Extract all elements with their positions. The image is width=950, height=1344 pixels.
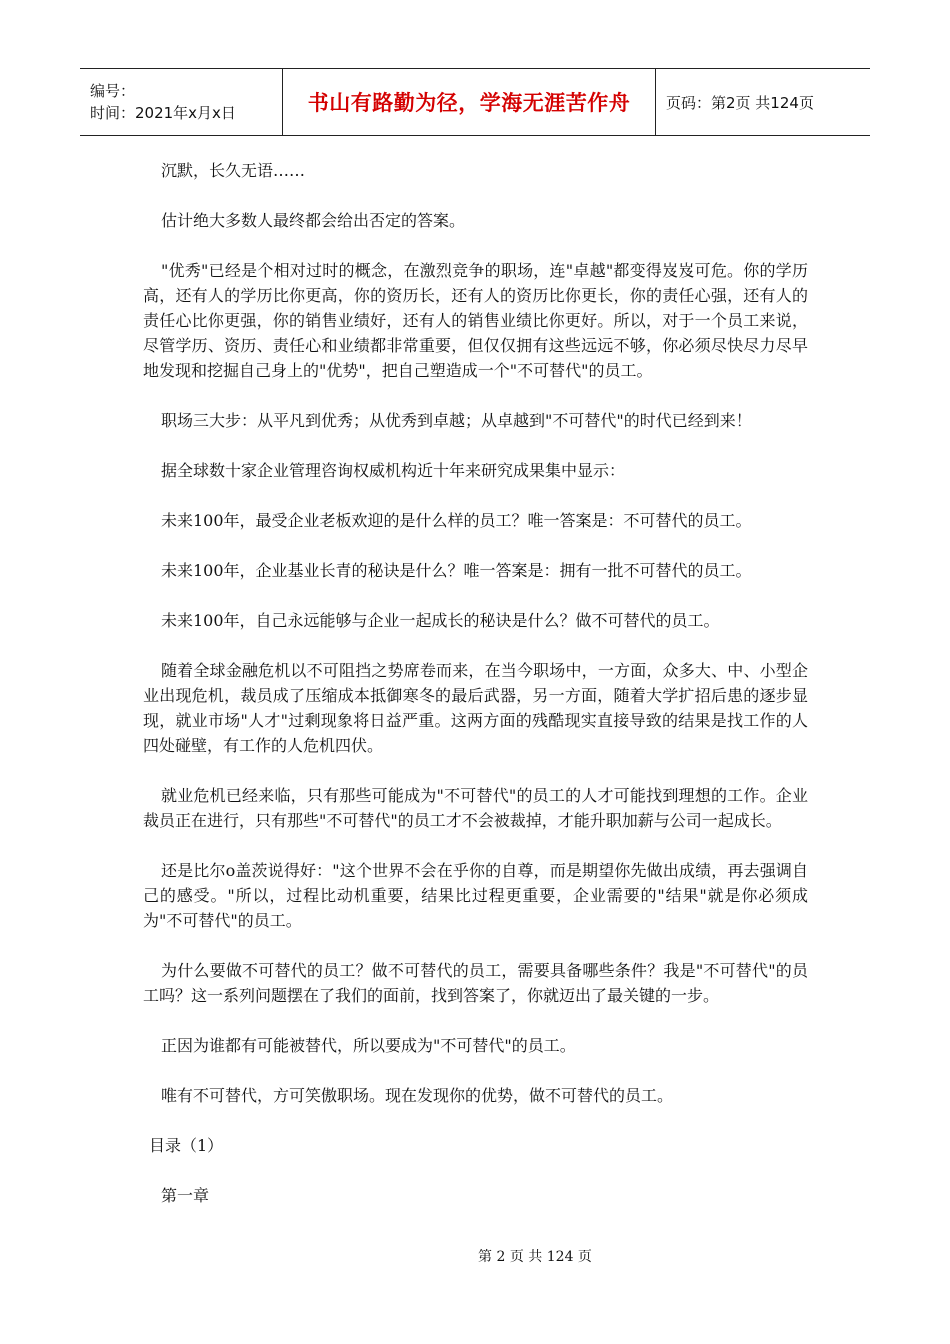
paragraph: 职场三大步：从平凡到优秀；从优秀到卓越；从卓越到"不可替代"的时代已经到来！: [161, 411, 752, 430]
document-number-label: 编号：: [90, 82, 136, 100]
paragraph: 唯有不可替代，方可笑傲职场。现在发现你的优势，做不可替代的员工。: [161, 1086, 674, 1105]
chapter-heading: 第一章: [161, 1186, 210, 1205]
paragraph: 估计绝大多数人最终都会给出否定的答案。: [161, 211, 466, 230]
header-meta: [80, 69, 283, 135]
document-body: [143, 158, 808, 1233]
paragraph: 就业危机已经来临，只有那些可能成为"不可替代"的员工的人才可能找到理想的工作。企业裁员正在进行，只有那些"不可替代"的员工才不会被裁掉，才能升职加薪与公司一起成长。: [143, 786, 808, 830]
header-page-info: 页码：第2页 共124页: [666, 93, 814, 112]
paragraph: 沉默，长久无语……: [161, 161, 306, 180]
paragraph: 正因为谁都有可能被替代，所以要成为"不可替代"的员工。: [161, 1036, 576, 1055]
paragraph: 据全球数十家企业管理咨询权威机构近十年来研究成果集中显示：: [161, 461, 626, 480]
page-header: [80, 68, 870, 136]
paragraph: 未来100年，最受企业老板欢迎的是什么样的员工？唯一答案是：不可替代的员工。: [161, 511, 752, 530]
paragraph: "优秀"已经是个相对过时的概念，在激烈竞争的职场，连"卓越"都变得岌岌可危。你的学历高，还有人的学历比你更高，你的资历长，还有人的资历比你更长，你的责任心强，还有人的责任心比你更强，你的销售业绩好，还有人的销售业绩比你更好。所以，对于一个员工来说，尽管学历、资历、责任心和业绩都非常重要，但仅仅拥有这些远远不够，你必须尽快尽力尽早地发现和挖掘自己身上的"优势"，把自己塑造成一个"不可替代"的员工。: [143, 261, 808, 380]
paragraph: 未来100年，企业基业长青的秘诀是什么？唯一答案是：拥有一批不可替代的员工。: [161, 561, 752, 580]
paragraph: 未来100年，自己永远能够与企业一起成长的秘诀是什么？做不可替代的员工。: [161, 611, 720, 630]
page-footer: 第 2 页 共 124 页: [478, 1249, 592, 1265]
toc-heading: 目录（1）: [149, 1136, 224, 1155]
paragraph: 还是比尔o盖茨说得好："这个世界不会在乎你的自尊，而是期望你先做出成绩，再去强调自己的感受。"所以，过程比动机重要，结果比过程更重要，企业需要的"结果"就是你必须成为"不可替代"的员工。: [143, 861, 808, 930]
header-motto-cell: [283, 69, 656, 135]
document-date-label: 时间：2021年x月x日: [90, 104, 236, 122]
header-page-info-cell: [656, 69, 870, 135]
header-motto: 书山有路勤为径，学海无涯苦作舟: [307, 91, 631, 115]
paragraph: 随着全球金融危机以不可阻挡之势席卷而来，在当今职场中，一方面，众多大、中、小型企业出现危机，裁员成了压缩成本抵御寒冬的最后武器，另一方面，随着大学扩招后患的逐步显现，就业市场"人才"过剩现象将日益严重。这两方面的残酷现实直接导致的结果是找工作的人四处碰壁，有工作的人危机四伏。: [143, 661, 808, 755]
paragraph: 为什么要做不可替代的员工？做不可替代的员工，需要具备哪些条件？我是"不可替代"的员工吗？这一系列问题摆在了我们的面前，找到答案了，你就迈出了最关键的一步。: [143, 961, 808, 1005]
